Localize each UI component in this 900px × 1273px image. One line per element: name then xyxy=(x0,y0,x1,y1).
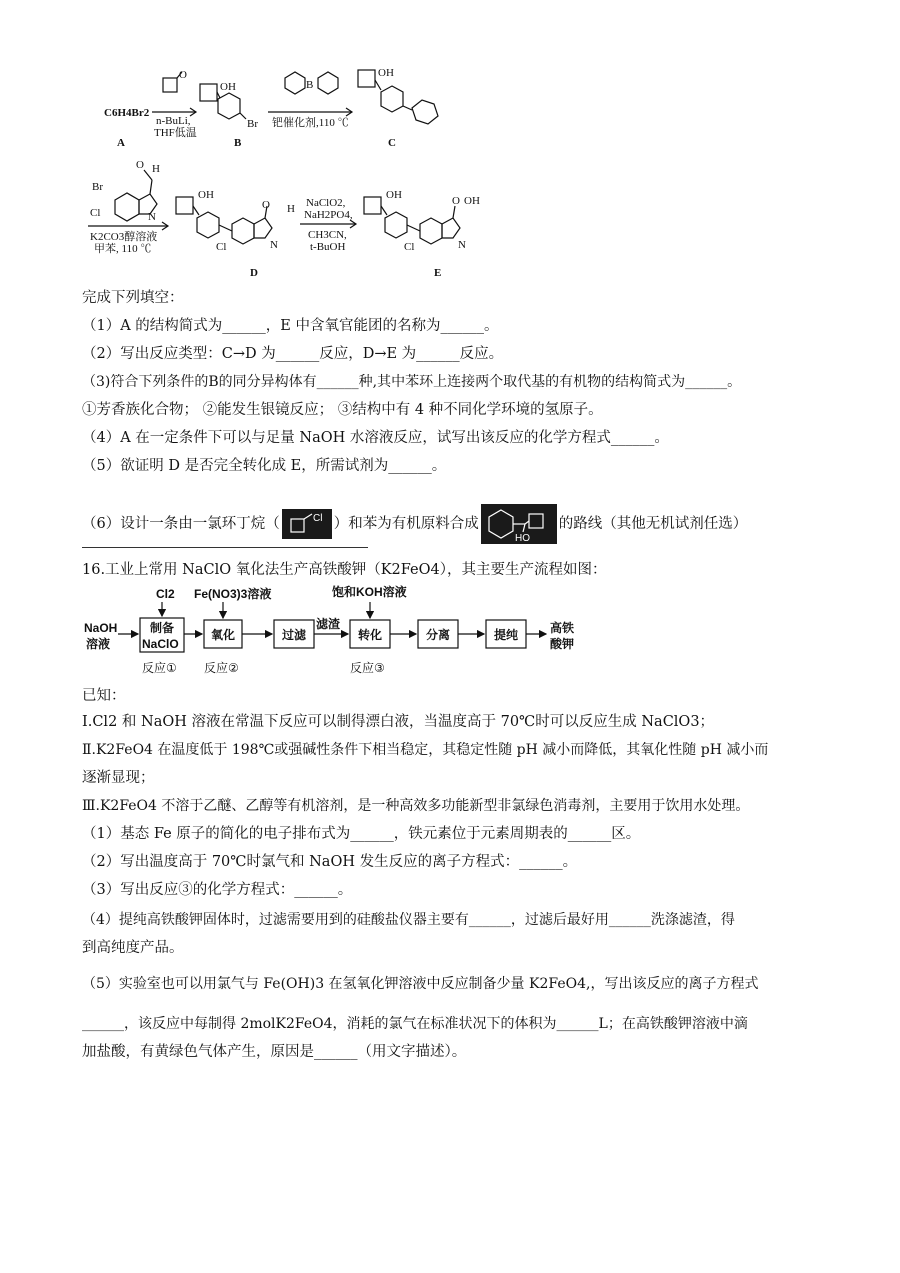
label-B: B xyxy=(234,137,242,149)
production-flowchart xyxy=(80,584,600,680)
atom-Br: Br xyxy=(247,118,258,130)
q16-known: 已知： xyxy=(82,688,126,704)
atom-O: O xyxy=(452,195,460,207)
q15-item: （3)符合下列条件的B的同分异构体有______种,其中苯环上连接两个取代基的有机物的结构简式为______。 xyxy=(82,374,742,390)
ho-label: HO xyxy=(514,533,530,544)
atom-O: O xyxy=(136,159,144,171)
q16-line: （2）写出温度高于 70℃时氯气和 NaOH 发生反应的离子方程式：______。 xyxy=(82,854,578,870)
atom-OH: OH xyxy=(198,189,214,201)
scheme-A-formula: C6H4Br2 xyxy=(104,107,150,119)
atom-H: H xyxy=(287,203,295,215)
flow-box-filter: 过滤 xyxy=(282,628,307,642)
flow-input-cl2: Cl2 xyxy=(156,587,175,601)
flow-box-purify: 提纯 xyxy=(494,628,519,642)
scheme-reagent: CH3CN, xyxy=(308,229,347,241)
q15-item: （5）欲证明 D 是否完全转化成 E，所需试剂为______。 xyxy=(82,458,447,474)
atom-B: B xyxy=(306,79,314,91)
chlorocyclobutane-structure xyxy=(282,509,332,539)
q16-line: Ⅱ.K2FeO4 在温度低于 198℃或强碱性条件下相当稳定，其稳定性随 pH 减小而降低，其氧化性随 pH 减小而 xyxy=(82,742,769,758)
section-divider xyxy=(82,547,368,548)
atom-OH: OH xyxy=(378,67,394,79)
atom-O: O xyxy=(179,69,187,81)
scheme-reagent: NaClO2, xyxy=(306,197,346,209)
atom-H: H xyxy=(152,163,160,175)
flow-end: 高铁 xyxy=(550,621,575,635)
atom-OH: OH xyxy=(386,189,402,201)
q16-line: Ⅲ.K2FeO4 不溶于乙醚、乙醇等有机溶剂，是一种高效多功能新型非氯绿色消毒剂，主要用于饮用水处理。 xyxy=(82,798,750,814)
flow-start: NaOH xyxy=(84,621,118,635)
q15-item: （1）A 的结构简式为______，E 中含氧官能团的名称为______。 xyxy=(82,318,499,334)
scheme-reagent: 甲苯, 110 ℃ xyxy=(94,243,152,255)
flow-box-prepare: 制备 xyxy=(150,621,175,635)
label-D: D xyxy=(250,267,258,279)
cl-label: Cl xyxy=(312,513,323,524)
q15-item6-text: 的路线（其他无机试剂任选） xyxy=(558,516,748,532)
q15-conditions: ①芳香族化合物； ②能发生银镜反应； ③结构中有 4 种不同化学环境的氢原子。 xyxy=(82,402,603,418)
q16-line: （5）实验室也可以用氯气与 Fe(OH)3 在氢氧化钾溶液中反应制备少量 K2FeO4,，写出该反应的离子方程式 xyxy=(82,976,759,992)
flow-box-oxidize: 氧化 xyxy=(211,628,236,642)
atom-OH: OH xyxy=(220,81,236,93)
q15-item6-text: （6）设计一条由一氯环丁烷（ xyxy=(82,516,280,532)
atom-Cl: Cl xyxy=(216,241,227,253)
flow-reaction-label: 反应② xyxy=(204,661,239,675)
flow-start: 溶液 xyxy=(86,637,111,651)
q15-intro: 完成下列填空： xyxy=(82,290,184,306)
atom-N: N xyxy=(458,239,466,251)
flow-input-koh: 饱和KOH溶液 xyxy=(332,585,407,599)
atom-O: O xyxy=(262,199,270,211)
label-C: C xyxy=(388,137,396,149)
label-E: E xyxy=(434,267,442,279)
flow-filter-residue: 滤渣 xyxy=(316,617,341,631)
flow-box-prepare: NaClO xyxy=(142,637,179,651)
atom-N: N xyxy=(270,239,278,251)
q16-line: 到高纯度产品。 xyxy=(82,940,184,956)
atom-Cl: Cl xyxy=(404,241,415,253)
atom-N: N xyxy=(148,211,156,223)
q16-line: ______，该反应中每制得 2molK2FeO4，消耗的氯气在标准状况下的体积为______L；在高铁酸钾溶液中滴 xyxy=(82,1016,748,1032)
target-molecule-structure xyxy=(481,504,557,544)
scheme-reagent: n-BuLi, xyxy=(156,115,191,127)
q16-title: 16.工业上常用 NaClO 氧化法生产高铁酸钾（K2FeO4），其主要生产流程如图： xyxy=(82,562,607,578)
flow-box-convert: 转化 xyxy=(358,628,383,642)
q16-line: （3）写出反应③的化学方程式：______。 xyxy=(82,882,353,898)
scheme-reagent: THF低温 xyxy=(154,127,197,139)
scheme-condition: 钯催化剂,110 ℃ xyxy=(272,117,349,129)
label-A: A xyxy=(117,137,125,149)
q15-item-6 xyxy=(82,504,747,544)
reaction-scheme xyxy=(0,0,900,285)
q16-line: 逐渐显现； xyxy=(82,770,155,786)
q16-line: （4）提纯高铁酸钾固体时，过滤需要用到的硅酸盐仪器主要有______，过滤后最好用______洗涤滤渣，得 xyxy=(82,912,735,928)
flow-end: 酸钾 xyxy=(550,637,575,651)
q16-line: （1）基态 Fe 原子的简化的电子排布式为______，铁元素位于元素周期表的______区。 xyxy=(82,826,641,842)
q15-item: （4）A 在一定条件下可以与足量 NaOH 水溶液反应，试写出该反应的化学方程式______。 xyxy=(82,430,669,446)
q15-item6-text: ）和苯为有机原料合成 xyxy=(333,516,479,532)
scheme-reagent: NaH2PO4, xyxy=(304,209,353,221)
scheme-reagent: t-BuOH xyxy=(310,241,346,253)
atom-Cl: Cl xyxy=(90,207,101,219)
q16-line: Ⅰ.Cl2 和 NaOH 溶液在常温下反应可以制得漂白液，当温度高于 70℃时可以反应生成 NaClO3； xyxy=(82,714,715,730)
flow-reaction-label: 反应③ xyxy=(350,661,385,675)
q15-item: （2）写出反应类型：C→D 为______反应，D→E 为______反应。 xyxy=(82,346,504,362)
flow-reaction-label: 反应① xyxy=(142,661,177,675)
flow-box-separate: 分离 xyxy=(426,628,451,642)
q16-line: 加盐酸，有黄绿色气体产生，原因是______（用文字描述）。 xyxy=(82,1044,467,1060)
atom-OH: OH xyxy=(464,195,480,207)
atom-Br: Br xyxy=(92,181,103,193)
flow-input-fe: Fe(NO3)3溶液 xyxy=(194,587,272,601)
scheme-reagent: K2CO3醇溶液 xyxy=(90,231,158,243)
